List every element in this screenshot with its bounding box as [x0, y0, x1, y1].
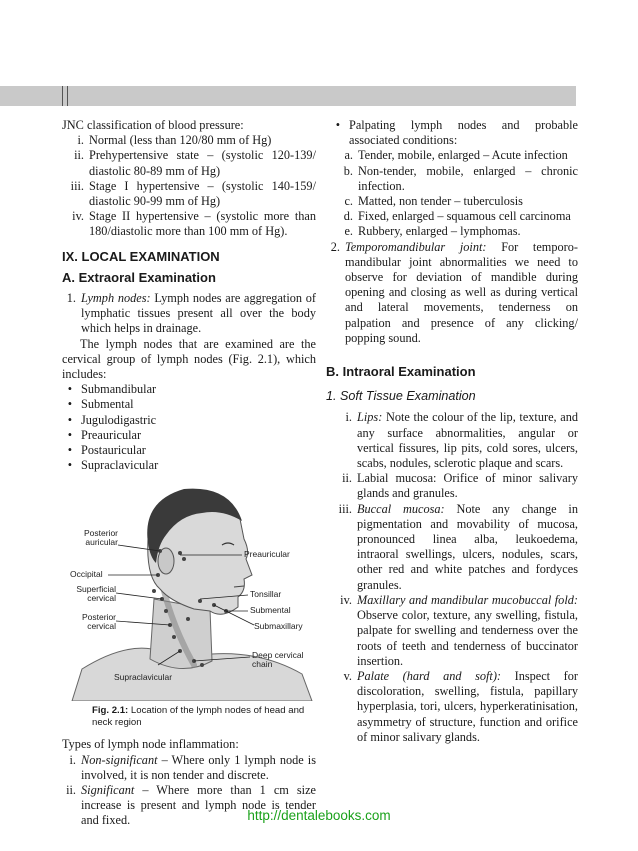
header-band-mark	[62, 86, 68, 106]
label-submental: Submental	[250, 605, 291, 616]
bp-item: i. Normal (less than 120/80 mm of Hg)	[77, 133, 272, 148]
subsection-heading-intraoral: B. Intraoral Examination	[326, 364, 476, 380]
subsection-heading-extraoral: A. Extraoral Examination	[62, 269, 216, 285]
label-deep-cervical: Deep cervical chain	[252, 650, 304, 670]
list-item: • Submandibular	[67, 382, 157, 397]
soft-tissue-item: i. Lips: Note the colour of the lip, texture, and any surface abnormalities, angular or vertical fissures, lip pits, cold sores, ulcers, scabs, nodules, sclerotic plaque and scars.	[345, 410, 578, 471]
soft-tissue-item: ii. Labial mucosa: Orifice of minor salivary glands and granules.	[342, 471, 578, 501]
lymph-nodes-term: Lymph nodes:	[81, 291, 151, 306]
palpate-bullet: • Palpating lymph nodes and probable associated conditions:	[335, 118, 578, 148]
list-item: • Jugulodigastric	[67, 412, 157, 427]
label-supraclavicular: Supraclavicular	[114, 672, 173, 683]
label-superficial-cervical: Superficial cervical	[76, 584, 116, 604]
lymph-node-figure	[62, 479, 316, 701]
bp-item: iii. Stage I hypertensive – (systolic 140-159/ diastolic 90-99 mm of Hg)	[70, 178, 316, 209]
condition-item: d. Fixed, enlarged – squamous cell carcinoma	[343, 209, 571, 224]
condition-item: b. Non-tender, mobile, enlarged – chronic infection.	[343, 163, 578, 193]
soft-tissue-item: iii. Buccal mucosa: Note any change in pigmentation and movability of mucosa, pronounced linea alba, leukoedema, intraoral swellings, ulcers, nodules, scars, other red and white patches and fordyces granules.	[338, 501, 578, 592]
figure-caption: Fig. 2.1: Location of the lymph nodes of head and neck region	[92, 705, 305, 729]
list-item: • Preauricular	[67, 427, 142, 442]
bp-intro: JNC classification of blood pressure:	[62, 118, 244, 132]
tmj-paragraph: 2. Temporomandibular joint: For temporo-mandibular joint abnormalities we need to observe for deviation of mandible during opening and closing as well as during vertical and lateral movements, tenderness on palpation and presence of any clicking/ popping sound.	[330, 239, 579, 345]
types-item: ii. Significant – Where more than 1 cm size increase is present and lymph node is tender and fixed.	[66, 783, 316, 828]
section-heading: IX. LOCAL EXAMINATION	[62, 248, 220, 264]
header-band	[0, 86, 576, 106]
list-item: • Submental	[67, 397, 134, 412]
soft-tissue-item: v. Palate (hard and soft): Inspect for discoloration, swelling, fistula, papillary hyperplasia, tori, ulcers, hyperkeratinisation, asymmetry of structure, function and orifice of minor salivary glands.	[343, 668, 578, 744]
label-submaxillary: Submaxillary	[254, 621, 303, 632]
bp-item: iv. Stage II hypertensive – (systolic more than 180/diastolic more than 100 mm of Hg).	[72, 209, 316, 239]
types-item: i. Non-significant – Where only 1 lymph node is involved, it is non tender and discrete.	[69, 752, 317, 782]
lymph-nodes-paragraph: 1. Lymph nodes: Lymph nodes are aggregation of lymphatic tissues present all over the body which helps in drainage.	[66, 291, 316, 336]
label-tonsillar: Tonsillar	[250, 589, 282, 600]
list-item: • Postauricular	[67, 443, 146, 458]
condition-item: c. Matted, non tender – tuberculosis	[344, 194, 523, 209]
condition-item: a. Tender, mobile, enlarged – Acute infection	[344, 148, 568, 163]
soft-tissue-heading: 1. Soft Tissue Examination	[326, 389, 476, 404]
label-occipital: Occipital	[70, 569, 103, 580]
footer-link[interactable]: http://dentalebooks.com	[247, 808, 391, 823]
left-column	[62, 118, 316, 829]
condition-item: e. Rubbery, enlarged – lymphomas.	[344, 224, 521, 239]
types-intro: Types of lymph node inflammation:	[62, 737, 239, 752]
bp-item: ii. Prehypertensive state – (systolic 120-139/ diastolic 80-89 mm of Hg)	[74, 148, 316, 178]
list-item: • Supraclavicular	[67, 458, 159, 473]
cervical-paragraph: The lymph nodes that are examined are the cervical group of lymph nodes (Fig. 2.1), which includes:	[62, 336, 316, 382]
soft-tissue-item: iv. Maxillary and mandibular mucobuccal fold: Observe color, texture, any swelling, fistula, palpate for swelling and tenderness over the roots of teeth and tenderness of buccinator insertion.	[340, 592, 578, 668]
label-posterior-cervical: Posterior cervical	[81, 612, 116, 632]
label-preauricular: Preauricular	[244, 549, 290, 560]
label-posterior-auricular: Posterior auricular	[83, 528, 118, 548]
right-column	[326, 118, 578, 745]
